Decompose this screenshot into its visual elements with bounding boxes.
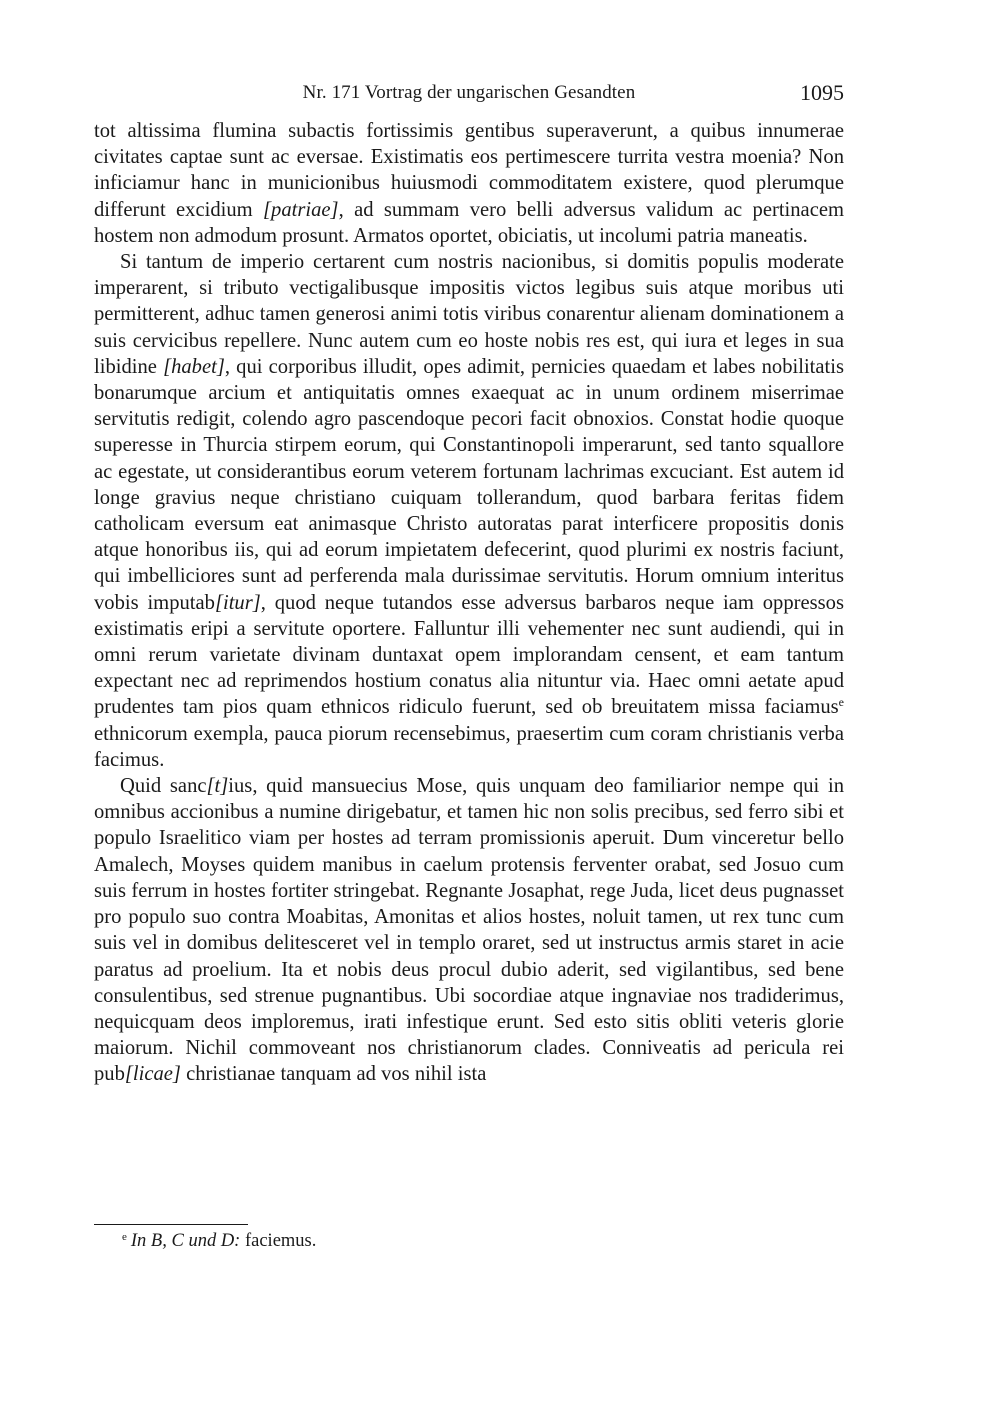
body-text bbox=[94, 118, 844, 1088]
paragraph-text: christianae tanquam ad vos nihil ista bbox=[180, 1063, 487, 1086]
footnote-text: faciemus. bbox=[240, 1231, 317, 1251]
paragraph-1 bbox=[94, 118, 844, 249]
footnote-reference[interactable]: e bbox=[838, 695, 844, 710]
paragraph-text: tot altissima flumina subactis fortissimis gentibus superaverunt, a quibus innumerae civitates captae sunt ac eversae. Existimatis eos pertimescere turrita vestra moenia? Non inficiamur hanc in municionibus huiusmodi commoditatem existere, quod plerumque differunt excidium bbox=[94, 120, 844, 221]
paragraph-text: Quid sanc bbox=[120, 775, 207, 798]
editorial-insertion: [licae] bbox=[124, 1063, 181, 1086]
page bbox=[94, 76, 844, 1088]
editorial-insertion: [patriae] bbox=[263, 198, 339, 221]
running-title: Nr. 171 Vortrag der ungarischen Gesandten bbox=[302, 82, 636, 103]
paragraph-text: , ad summam vero belli adversus validum ac pertinacem hostem non admodum prosunt. Armatos oportet, obiciatis, ut incolumi patria maneatis. bbox=[94, 198, 844, 247]
footnote-mark: e bbox=[122, 1231, 127, 1243]
paragraph-text: , qui corporibus illudit, opes adimit, pernicies quaedam et labes nobilitatis bonarumque arcium et antiquitatis omnes exaequat ac in unum ordinem miserrimae servitutis redigit, colendo agro pascendoque pecori facit obnoxios. Constat hodie quoque superesse in Thurcia stirpem eorum, qui Constantinopoli imperarunt, sed tanto squallore ac egestate, ut considerantibus eorum veterem fortunam lachrimas excuciant. Est autem id longe gravius neque christiano cuiquam tollerandum, quod barbara feritas fidem catholicam eversum eat animasque Christo autoratas parat interficere propositis donis atque honoribus iis, qui ad eorum impietatem defecerint, quod plurimi ex nostris faciunt, qui imbelliciores sunt ad perferenda mala durissimae servitutis. Horum omnium interitus vobis imputab bbox=[94, 355, 844, 614]
paragraph-2 bbox=[94, 249, 844, 773]
editorial-insertion: [itur] bbox=[214, 591, 261, 614]
footnotes bbox=[122, 1229, 822, 1253]
paragraph-text: ethnicorum exempla, pauca piorum recensebimus, praesertim cum coram christianis verba facimus. bbox=[94, 722, 844, 771]
paragraph-3 bbox=[94, 773, 844, 1087]
running-head bbox=[94, 76, 844, 110]
footnote-e bbox=[122, 1229, 822, 1253]
editorial-insertion: [t] bbox=[206, 775, 229, 798]
paragraph-text: ius, quid mansuecius Mose, quis unquam deo familiarior nempe qui in omnibus accionibus a numine dirigebatur, et tamen hic non solis precibus, sed ferro sibi et populo Israelitico viam per hostes ad terram promissionis aperuit. Dum vinceretur bello Amalech, Moyses quidem manibus in caelum protensis ferventer orabat, sed Josuo cum suis ferrum in hostes fortiter stringebat. Regnante Josaphat, rege Juda, licet deus pugnasset pro populo suo contra Moabitas, Amonitas et alios hostes, noluit tamen, ut rex tunc cum suis vel in domibus delitesceret vel in templo oraret, sed ut instructus armis staret in acie paratus ad proelium. Ita et nobis deus procul dubio aderit, sed vigilantibus, sed bene consulentibus, sed strenue pugnantibus. Ubi socordiae atque ingnaviae nos tradiderimus, nequicquam deos imploremus, irati infestique erunt. Sed esto sitis obliti veteris glorie maiorum. Nichil commoveant nos christianorum clades. Conniveatis ad pericula rei pub bbox=[94, 775, 844, 1086]
paragraph-text: , quod neque tutandos esse adversus barbaros neque iam oppressos existimatis eripi a servitute oportere. Falluntur illi vehementer nec sunt audiendi, qui in omni rerum varietate divinam duntaxat opem implorandam censent, et eam tantum expectant nec ad reprimendos hostium conatus alia nituntur via. Haec omni aetate apud prudentes tam pios quam ethnicos ridiculo fuerunt, sed ob breuitatem missa faciamus bbox=[94, 591, 844, 719]
paragraph-text: Si tantum de imperio certarent cum nostris nacionibus, si domitis populis moderate imperarent, si tributo vectigalibusque impositis victos legibus suis atque moribus uti permitterent, adhuc tamen generosi animi totis viribus conarentur alienam dominationem a suis cervicibus repellere. Nunc autem cum eo hoste nobis res est, qui iura et leges in sua libidine bbox=[94, 251, 844, 378]
footnote-source: In B, C und D: bbox=[130, 1231, 241, 1251]
footnote-divider bbox=[94, 1224, 248, 1225]
page-number: 1095 bbox=[800, 80, 844, 105]
editorial-insertion: [habet] bbox=[163, 355, 225, 378]
